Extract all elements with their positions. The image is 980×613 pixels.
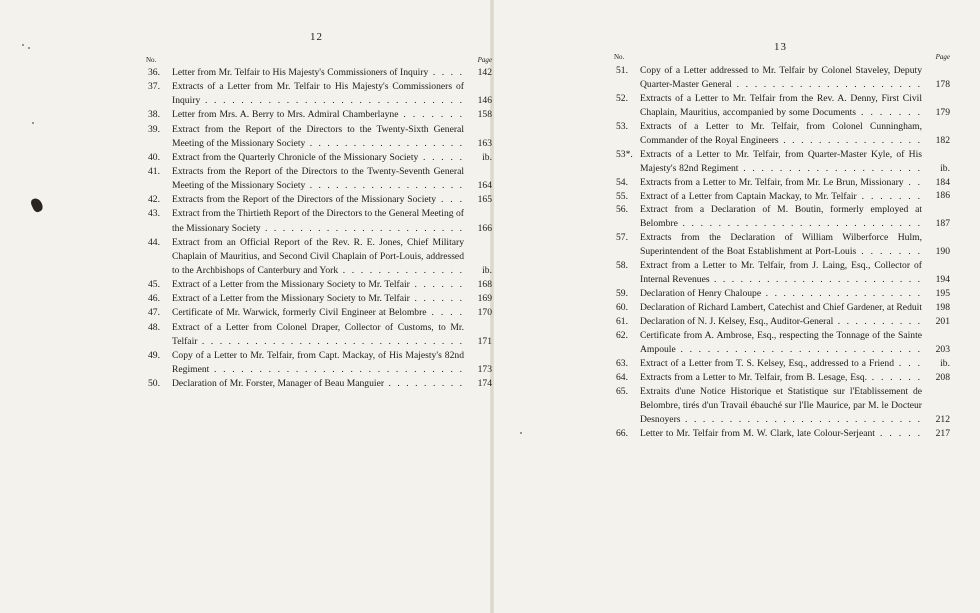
entry-title: Extracts from the Declaration of William Wilberforce Hulm, Superintendent of the Boat Establishment at Port-Louis . . . xyxy=(640,231,922,259)
entry-number: 41. xyxy=(148,166,160,178)
entry-title: Declaration of Richard Lambert, Catechist and Chief Gardener, at Reduit . . . xyxy=(640,301,922,315)
entry-page-number: 187 xyxy=(935,218,950,230)
entry-page-number: 163 xyxy=(477,137,492,149)
entry-page-number: 194 xyxy=(935,274,950,286)
contents-entry xyxy=(146,321,492,349)
header-no: No. xyxy=(614,53,625,61)
contents-entry xyxy=(614,176,950,190)
entry-title: Extracts of a Letter to Mr. Telfair, from Quarter-Master Kyle, of His Majesty's 82nd Regiment . . . xyxy=(640,148,922,176)
entry-title: Extract from the Quarterly Chronicle of the Missionary Society . . . xyxy=(172,151,464,165)
entry-page-number: 198 xyxy=(935,302,950,314)
entry-number: 57. xyxy=(616,232,628,244)
contents-entry xyxy=(614,148,950,176)
entry-number: 65. xyxy=(616,385,628,397)
entry-title: Certificate from A. Ambrose, Esq., respecting the Tonnage of the Sainte Ampoule . . . xyxy=(640,329,922,357)
entry-number: 43. xyxy=(148,208,160,220)
entry-number: 56. xyxy=(616,204,628,216)
entry-title: Copy of a Letter to Mr. Telfair, from Capt. Mackay, of His Majesty's 82nd Regiment . . . xyxy=(172,349,464,377)
contents-entry xyxy=(614,371,950,385)
entry-page-number: ib. xyxy=(482,265,492,277)
entry-title: Letter from Mrs. A. Berry to Mrs. Admiral Chamberlayne . . . xyxy=(172,108,464,122)
contents-entry xyxy=(146,236,492,278)
entry-title: Extract from the Thirtieth Report of the Directors to the General Meeting of the Missionary Society . . . xyxy=(172,207,464,235)
contents-entry xyxy=(146,377,492,391)
entry-title: Extract from a Letter to Mr. Telfair, from J. Laing, Esq., Collector of Internal Revenues . . . xyxy=(640,259,922,287)
entry-page-number: 170 xyxy=(477,307,492,319)
contents-entry xyxy=(614,357,950,371)
entry-page-number: 201 xyxy=(935,315,950,327)
contents-entry xyxy=(614,64,950,92)
entry-title: Declaration of Mr. Forster, Manager of Beau Manguier . . . xyxy=(172,377,464,391)
entry-number: 54. xyxy=(616,176,628,188)
entry-page-number: 158 xyxy=(477,109,492,121)
contents-entry xyxy=(146,66,492,80)
entry-title: Declaration of Henry Chaloupe . . . xyxy=(640,287,922,301)
entry-number: 36. xyxy=(148,67,160,78)
contents-entry xyxy=(614,231,950,259)
entry-title: Extract of a Letter from the Missionary Society to Mr. Telfair . . . xyxy=(172,292,464,306)
entry-title: Extract of a Letter from Colonel Draper, Collector of Customs, to Mr. Telfair . . . xyxy=(172,321,464,349)
entry-page-number: ib. xyxy=(940,357,950,369)
entry-number: 53*. xyxy=(616,148,633,160)
contents-list xyxy=(146,66,492,391)
entry-number: 38. xyxy=(148,109,160,121)
entry-title: Letter to Mr. Telfair from M. W. Clark, late Colour-Serjeant . . . xyxy=(640,427,922,441)
entry-number: 50. xyxy=(148,378,160,390)
entry-number: 40. xyxy=(148,151,160,163)
entry-title: Extract of a Letter from T. S. Kelsey, Esq., addressed to a Friend . . . xyxy=(640,357,922,371)
entry-number: 37. xyxy=(148,81,160,93)
entry-page-number: 212 xyxy=(935,413,950,425)
contents-entry xyxy=(146,80,492,108)
right-page xyxy=(614,0,950,613)
contents-entry xyxy=(146,292,492,306)
entry-page-number: 179 xyxy=(935,106,950,118)
entry-title: Extract from a Declaration of M. Boutin, formerly employed at Belombre . . . xyxy=(640,203,922,231)
entry-title: Extracts from the Report of the Directors to the Twenty-Seventh General Meeting of the Missionary Society . . . xyxy=(172,165,464,193)
entry-number: 51. xyxy=(616,65,628,76)
header-page: Page xyxy=(935,53,950,61)
entry-number: 64. xyxy=(616,371,628,383)
contents-entry xyxy=(614,259,950,287)
entry-number: 42. xyxy=(148,194,160,206)
contents-entry xyxy=(614,203,950,231)
contents-entry xyxy=(614,92,950,120)
contents-entry xyxy=(146,108,492,122)
contents-list xyxy=(614,64,950,440)
entry-title: Extracts of a Letter to Mr. Telfair, from Colonel Cunningham, Commander of the Royal Engineers . . . xyxy=(640,120,922,148)
entry-page-number: 182 xyxy=(935,134,950,146)
entry-number: 63. xyxy=(616,357,628,369)
entry-page-number: 174 xyxy=(477,378,492,390)
entry-title: Extract of a Letter from the Missionary Society to Mr. Telfair . . . xyxy=(172,278,464,292)
page-number: 13 xyxy=(774,41,787,53)
entry-page-number: 186 xyxy=(935,190,950,202)
left-page xyxy=(146,0,492,613)
entry-number: 48. xyxy=(148,321,160,333)
entry-page-number: 217 xyxy=(935,427,950,439)
entry-number: 44. xyxy=(148,236,160,248)
entry-title: Extract from an Official Report of the Rev. R. E. Jones, Chief Military Chaplain of Mauritius, and Second Civil Chaplain of Port-Louis, addressed to the Archbishops of Canterbury and York . . . xyxy=(172,236,464,278)
entry-number: 49. xyxy=(148,349,160,361)
header-no: No. xyxy=(146,56,157,64)
entry-page-number: 178 xyxy=(935,78,950,90)
entry-number: 61. xyxy=(616,315,628,327)
entry-page-number: 195 xyxy=(935,288,950,300)
entry-page-number: 171 xyxy=(477,335,492,347)
entry-title: Extracts from the Report of the Directors of the Missionary Society . . . xyxy=(172,193,464,207)
entry-page-number: 164 xyxy=(477,180,492,192)
entry-page-number: 208 xyxy=(935,371,950,383)
entry-title: Extract from the Report of the Directors to the Twenty-Sixth General Meeting of the Missionary Society . . . xyxy=(172,123,464,151)
contents-entry xyxy=(146,151,492,165)
contents-entry xyxy=(146,306,492,320)
contents-entry xyxy=(614,287,950,301)
entry-number: 59. xyxy=(616,288,628,300)
speck xyxy=(520,432,522,434)
entry-number: 55. xyxy=(616,190,628,202)
entry-title: Copy of a Letter addressed to Mr. Telfair by Colonel Staveley, Deputy Quarter-Master General . . . xyxy=(640,64,922,92)
entry-title: Extracts from a Letter to Mr. Telfair, from Mr. Le Brun, Missionary . . . xyxy=(640,176,922,190)
contents-entry xyxy=(614,190,950,204)
entry-title: Extract of a Letter from Captain Mackay, to Mr. Telfair . . . xyxy=(640,190,922,204)
entry-page-number: 166 xyxy=(477,222,492,234)
ink-stain xyxy=(30,197,45,214)
speck xyxy=(22,44,24,46)
contents-entry xyxy=(146,193,492,207)
entry-title: Declaration of N. J. Kelsey, Esq., Auditor-General . . . xyxy=(640,315,922,329)
entry-title: Extracts of a Letter from Mr. Telfair to His Majesty's Commissioners of Inquiry . . . xyxy=(172,80,464,108)
page-number: 12 xyxy=(310,31,323,43)
entry-page-number: 142 xyxy=(477,66,492,78)
entry-page-number: 190 xyxy=(935,246,950,258)
entry-page-number: 184 xyxy=(935,176,950,188)
speck xyxy=(32,122,34,124)
entry-page-number: ib. xyxy=(940,162,950,174)
entry-number: 53. xyxy=(616,120,628,132)
entry-number: 39. xyxy=(148,123,160,135)
contents-entry xyxy=(146,123,492,151)
entry-title: Extraits d'une Notice Historique et Statistique sur l'Etablissement de Belombre, tirés d'un Travail ébauché sur l'Ile Maurice, par M. le Docteur Desnoyers . . . xyxy=(640,385,922,427)
contents-entry xyxy=(146,278,492,292)
entry-page-number: 173 xyxy=(477,364,492,376)
entry-title: Extracts from a Letter to Mr. Telfair, from B. Lesage, Esq. . . . xyxy=(640,371,922,385)
contents-entry xyxy=(614,329,950,357)
entry-page-number: 169 xyxy=(477,293,492,305)
entry-page-number: 146 xyxy=(477,95,492,107)
entry-page-number: 168 xyxy=(477,279,492,291)
entry-number: 47. xyxy=(148,307,160,319)
entry-number: 52. xyxy=(616,92,628,104)
entry-page-number: ib. xyxy=(482,151,492,163)
contents-entry xyxy=(146,207,492,235)
speck xyxy=(28,47,30,49)
entry-number: 62. xyxy=(616,329,628,341)
entry-number: 60. xyxy=(616,302,628,314)
header-page: Page xyxy=(477,56,492,64)
contents-entry xyxy=(146,165,492,193)
contents-entry xyxy=(614,120,950,148)
entry-number: 66. xyxy=(616,427,628,439)
entry-page-number: 165 xyxy=(477,194,492,206)
entry-title: Certificate of Mr. Warwick, formerly Civil Engineer at Belombre . . . xyxy=(172,306,464,320)
contents-entry xyxy=(614,301,950,315)
contents-entry xyxy=(614,427,950,441)
entry-title: Letter from Mr. Telfair to His Majesty's Commissioners of Inquiry . . . xyxy=(172,66,464,80)
contents-entry xyxy=(146,349,492,377)
contents-entry xyxy=(614,315,950,329)
entry-title: Extracts of a Letter to Mr. Telfair from the Rev. A. Denny, First Civil Chaplain, Mauritius, accompanied by some Documents . . . xyxy=(640,92,922,120)
contents-entry xyxy=(614,385,950,427)
entry-number: 45. xyxy=(148,279,160,291)
entry-number: 46. xyxy=(148,293,160,305)
entry-number: 58. xyxy=(616,260,628,272)
entry-page-number: 203 xyxy=(935,343,950,355)
